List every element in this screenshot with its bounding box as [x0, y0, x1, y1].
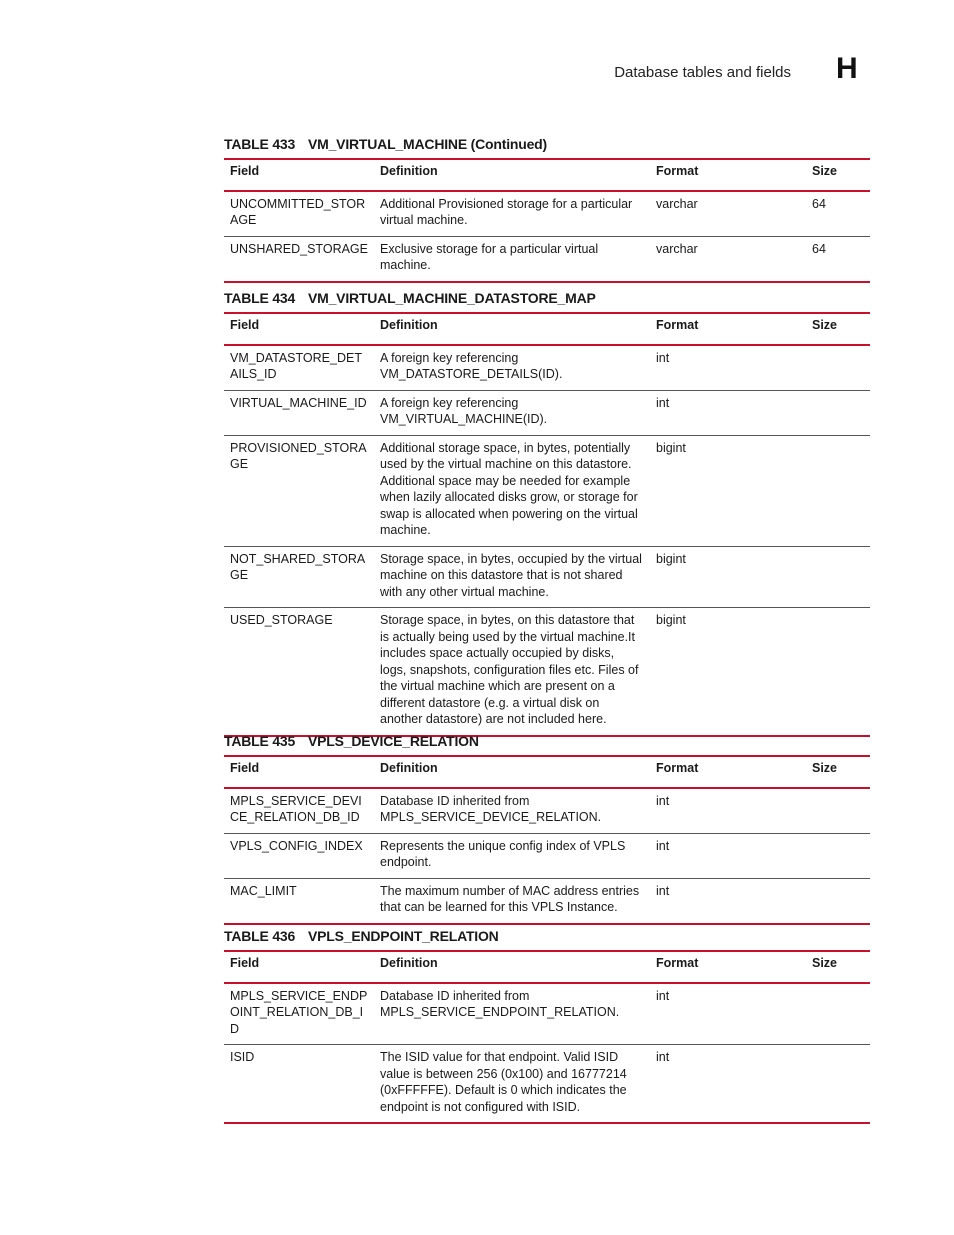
table-row	[224, 833, 870, 878]
table-number: TABLE 433	[224, 136, 296, 152]
table-row	[224, 191, 870, 237]
cell-format: int	[656, 1050, 670, 1064]
table-row	[224, 1045, 870, 1124]
table-435	[224, 733, 870, 925]
table-number: TABLE 436	[224, 928, 296, 944]
cell-format: int	[650, 345, 812, 391]
cell-definition: Database ID inherited from MPLS_SERVICE_DEVICE_RELATION.	[374, 788, 650, 834]
cell-field: VM_DATASTORE_DETAILS_ID	[224, 345, 374, 391]
column-header-size: Size	[812, 756, 870, 788]
table-row	[224, 546, 870, 608]
cell-field: UNCOMMITTED_STORAGE	[224, 191, 374, 237]
cell-definition: A foreign key referencing VM_VIRTUAL_MACHINE(ID).	[374, 390, 650, 435]
cell-field: MPLS_SERVICE_DEVICE_RELATION_DB_ID	[224, 788, 374, 834]
cell-size: 64	[812, 191, 870, 237]
cell-size	[812, 390, 870, 435]
cell-definition: Exclusive storage for a particular virtual machine.	[380, 241, 599, 272]
cell-definition: Storage space, in bytes, occupied by the virtual machine on this datastore that is not shared with any other virtual machine.	[374, 546, 650, 608]
table-caption	[224, 928, 870, 950]
column-header-field: Field	[224, 313, 374, 345]
table-caption	[224, 733, 870, 755]
cell-field: PROVISIONED_STORAGE	[224, 435, 374, 546]
cell-field: MAC_LIMIT	[230, 883, 297, 898]
cell-size	[812, 983, 870, 1045]
cell-format: int	[650, 390, 812, 435]
table-name: VPLS_DEVICE_RELATION	[308, 733, 479, 749]
column-header-field: Field	[224, 756, 374, 788]
cell-format: bigint	[650, 435, 812, 546]
cell-size	[812, 345, 870, 391]
table-name: VM_VIRTUAL_MACHINE_DATASTORE_MAP	[308, 290, 596, 306]
appendix-letter: H	[836, 52, 858, 85]
cell-field: ISID	[230, 1050, 255, 1064]
column-header-format: Format	[650, 951, 812, 983]
column-header-definition: Definition	[374, 951, 650, 983]
column-header-format: Format	[650, 159, 812, 191]
data-table	[224, 158, 870, 283]
cell-definition: The maximum number of MAC address entries that can be learned for this VPLS Instance.	[380, 883, 640, 914]
cell-definition: Storage space, in bytes, on this datastore that is actually being used by the virtual machine.It includes space actually occupied by disks, logs, snapshots, configuration files etc. Files of the virtual machine which are present on a different datastore (e.g. a virtual disk on another datastore) are not included here.	[380, 613, 639, 726]
cell-definition: Represents the unique config index of VPLS endpoint.	[374, 833, 650, 878]
column-header-size: Size	[812, 313, 870, 345]
cell-format: int	[650, 788, 812, 834]
cell-field: NOT_SHARED_STORAGE	[224, 546, 374, 608]
header-row	[224, 159, 870, 191]
cell-size	[812, 878, 870, 924]
table-number: TABLE 434	[224, 290, 296, 306]
table-433	[224, 136, 870, 283]
running-header-title: Database tables and fields	[614, 64, 791, 81]
table-row	[224, 390, 870, 435]
cell-size	[812, 608, 870, 736]
data-table	[224, 950, 870, 1124]
table-row	[224, 236, 870, 282]
cell-definition: Additional storage space, in bytes, potentially used by the virtual machine on this datastore. Additional space may be needed for example when lazily allocated disks grow, or storage for swap is allocated when powering on the virtual machine.	[374, 435, 650, 546]
cell-definition: Additional Provisioned storage for a particular virtual machine.	[374, 191, 650, 237]
header-row	[224, 756, 870, 788]
cell-size	[812, 1045, 870, 1124]
cell-size	[812, 546, 870, 608]
cell-definition: Database ID inherited from MPLS_SERVICE_ENDPOINT_RELATION.	[374, 983, 650, 1045]
table-row	[224, 608, 870, 736]
cell-field: USED_STORAGE	[230, 613, 333, 627]
cell-format: bigint	[656, 613, 686, 627]
cell-format: int	[650, 983, 812, 1045]
table-436	[224, 928, 870, 1124]
cell-field: VPLS_CONFIG_INDEX	[224, 833, 374, 878]
table-caption	[224, 136, 870, 158]
table-row	[224, 878, 870, 924]
table-caption	[224, 290, 870, 312]
data-table	[224, 755, 870, 925]
cell-size: 64	[812, 241, 826, 256]
column-header-size: Size	[812, 159, 870, 191]
cell-definition: The ISID value for that endpoint. Valid ISID value is between 256 (0x100) and 16777214 (0xFFFFFE). Default is 0 which indicates the endpoint is not configured with ISID.	[380, 1050, 627, 1114]
table-row	[224, 435, 870, 546]
column-header-format: Format	[650, 313, 812, 345]
cell-format: int	[650, 833, 812, 878]
cell-field: UNSHARED_STORAGE	[230, 241, 368, 256]
cell-size	[812, 833, 870, 878]
column-header-field: Field	[224, 159, 374, 191]
cell-size	[812, 435, 870, 546]
column-header-format: Format	[650, 756, 812, 788]
table-row	[224, 345, 870, 391]
column-header-definition: Definition	[374, 313, 650, 345]
table-434	[224, 290, 870, 737]
column-header-field: Field	[224, 951, 374, 983]
cell-format: varchar	[656, 241, 698, 256]
cell-definition: A foreign key referencing VM_DATASTORE_DETAILS(ID).	[374, 345, 650, 391]
column-header-size: Size	[812, 951, 870, 983]
header-row	[224, 951, 870, 983]
column-header-definition: Definition	[374, 159, 650, 191]
cell-field: MPLS_SERVICE_ENDPOINT_RELATION_DB_ID	[224, 983, 374, 1045]
table-row	[224, 788, 870, 834]
column-header-definition: Definition	[374, 756, 650, 788]
cell-size	[812, 788, 870, 834]
table-row	[224, 983, 870, 1045]
table-number: TABLE 435	[224, 733, 296, 749]
header-row	[224, 313, 870, 345]
cell-field: VIRTUAL_MACHINE_ID	[224, 390, 374, 435]
cell-format: int	[656, 883, 670, 898]
data-table	[224, 312, 870, 737]
cell-format: varchar	[650, 191, 812, 237]
cell-format: bigint	[650, 546, 812, 608]
table-name: VM_VIRTUAL_MACHINE (Continued)	[308, 136, 547, 152]
table-name: VPLS_ENDPOINT_RELATION	[308, 928, 499, 944]
